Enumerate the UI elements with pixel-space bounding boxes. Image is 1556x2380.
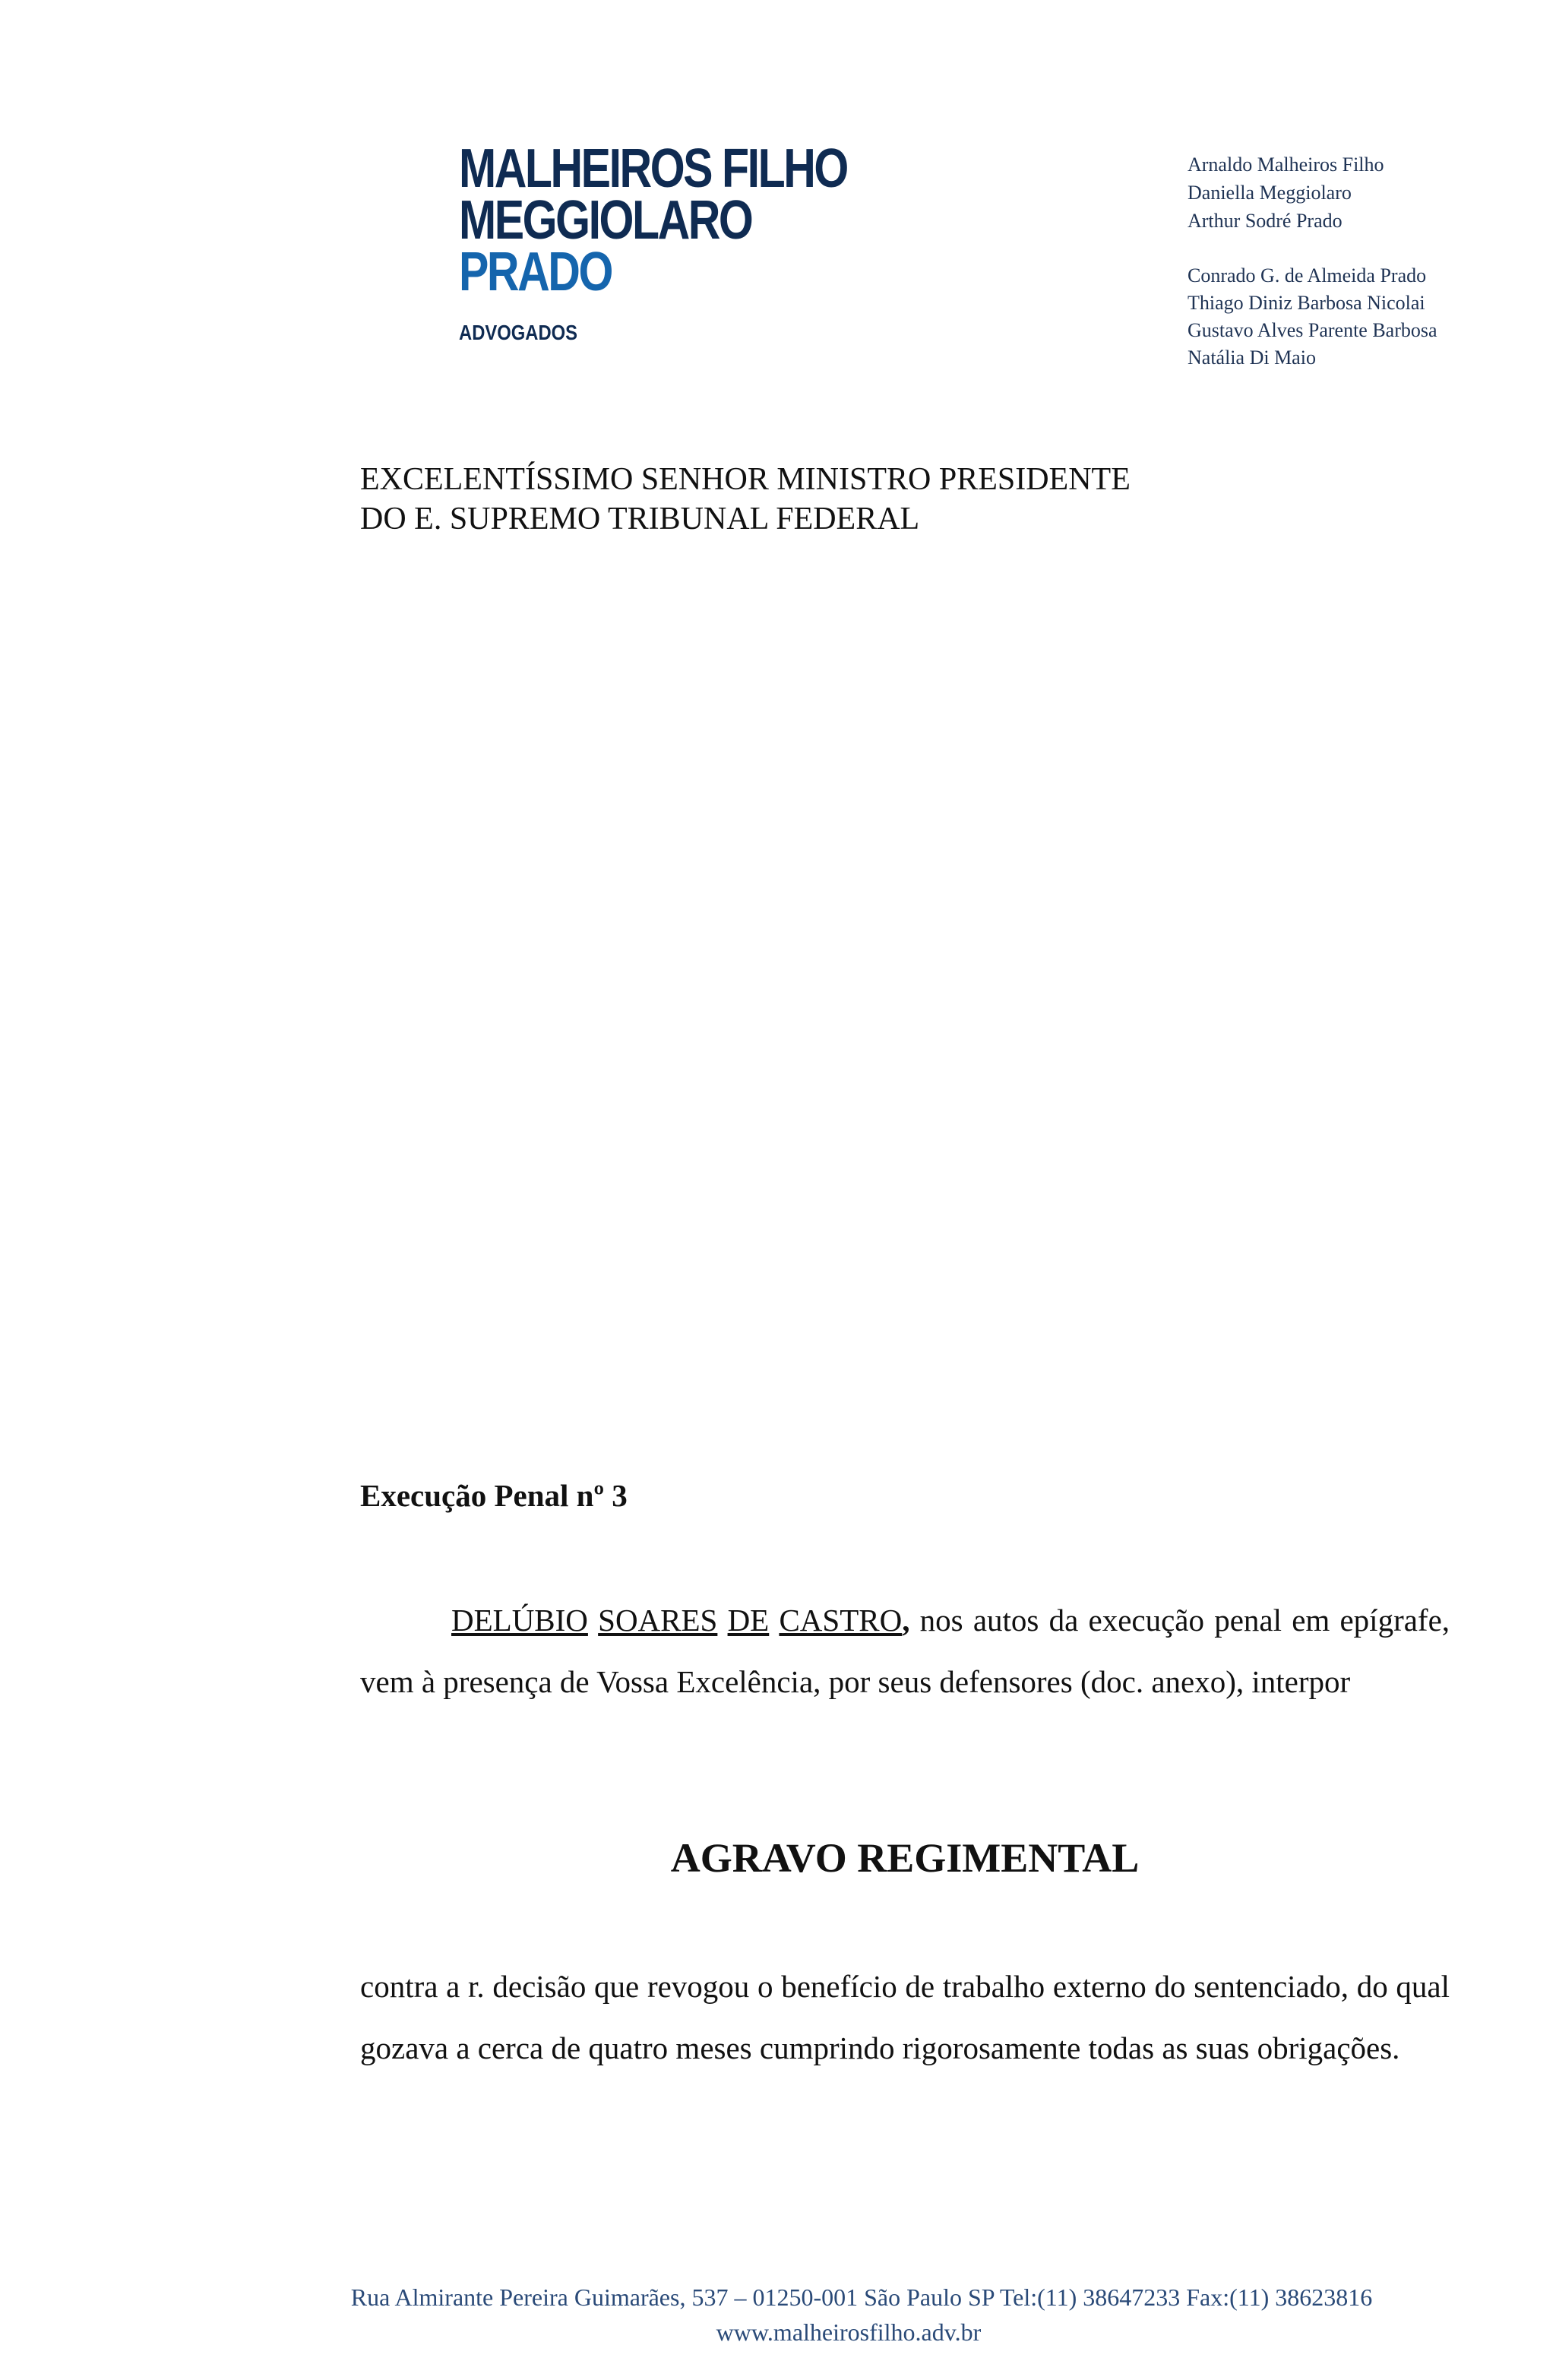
firm-lawyers-list	[1188, 150, 1437, 372]
opening-paragraph	[360, 1590, 1450, 1713]
page-footer	[0, 2280, 1556, 2350]
footer-address: Rua Almirante Pereira Guimarães, 537 – 01250-001 São Paulo SP Tel:(11) 38647233 Fax:(11) 38623816	[350, 2283, 1373, 2311]
petitioner-name-part: SOARES	[598, 1603, 718, 1638]
closing-paragraph: contra a r. decisão que revogou o benefício de trabalho externo do sentenciado, do qual gozava a cerca de quatro meses cumprindo rigorosamente todas as suas obrigações.	[360, 1969, 1450, 2065]
associate-name: Conrado G. de Almeida Prado	[1188, 264, 1427, 286]
name-comma: ,	[902, 1603, 910, 1638]
associate-name: Gustavo Alves Parente Barbosa	[1188, 319, 1437, 341]
case-reference: Execução Penal nº 3	[360, 1478, 628, 1513]
logo-line-3: PRADO	[459, 242, 612, 302]
opening-paragraph-text: nos autos da execução penal em epígrafe, vem à presença de Vossa Excelência, por seus defensores (doc. anexo), interpor	[360, 1603, 1450, 1699]
firm-logo	[459, 138, 932, 345]
partner-name: Daniella Meggiolaro	[1188, 182, 1352, 204]
associates-group	[1188, 262, 1437, 372]
associate-name: Natália Di Maio	[1188, 347, 1316, 369]
addressee-block	[360, 460, 1131, 539]
associate-name: Thiago Diniz Barbosa Nicolai	[1188, 292, 1425, 314]
petitioner-name-part: DELÚBIO	[451, 1603, 588, 1638]
partners-group	[1188, 150, 1437, 235]
footer-website: www.malheirosfilho.adv.br	[716, 2318, 982, 2346]
addressee-line-1: EXCELENTÍSSIMO SENHOR MINISTRO PRESIDENTE	[360, 462, 1131, 497]
logo-line-1: MALHEIROS FILHO	[459, 138, 847, 199]
partner-name: Arnaldo Malheiros Filho	[1188, 153, 1384, 176]
partner-name: Arthur Sodré Prado	[1188, 210, 1343, 232]
addressee-line-2: DO E. SUPREMO TRIBUNAL FEDERAL	[360, 502, 920, 536]
document-title: AGRAVO REGIMENTAL	[670, 1835, 1140, 1881]
petitioner-name-part: DE	[727, 1603, 770, 1638]
logo-subtitle: ADVOGADOS	[459, 321, 578, 344]
petitioner-name-part: CASTRO	[779, 1603, 903, 1638]
logo-line-2: MEGGIOLARO	[459, 190, 752, 251]
